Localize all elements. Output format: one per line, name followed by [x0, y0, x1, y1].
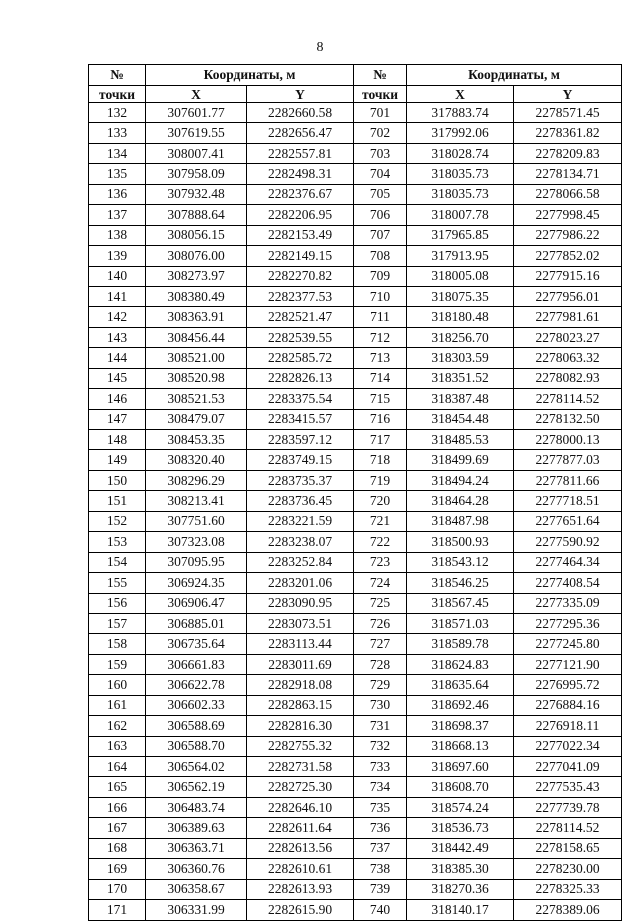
- point-number-cell: 739: [354, 879, 407, 899]
- y-coordinate-cell: 2277915.16: [514, 266, 622, 286]
- y-coordinate-cell: 2278230.00: [514, 859, 622, 879]
- x-coordinate-cell: 306360.76: [146, 859, 247, 879]
- x-coordinate-cell: 318697.60: [407, 757, 514, 777]
- y-coordinate-cell: 2282498.31: [247, 164, 354, 184]
- table-row: [89, 838, 622, 858]
- y-coordinate-cell: 2282826.13: [247, 368, 354, 388]
- point-number-cell: 740: [354, 900, 407, 920]
- x-coordinate-cell: 308007.41: [146, 143, 247, 163]
- table-header-row: [89, 65, 622, 86]
- y-coordinate-cell: 2277981.61: [514, 307, 622, 327]
- table-row: [89, 246, 622, 266]
- x-coordinate-cell: 307095.95: [146, 552, 247, 572]
- x-coordinate-cell: 318624.83: [407, 654, 514, 674]
- y-coordinate-cell: 2283073.51: [247, 613, 354, 633]
- x-coordinate-cell: 318494.24: [407, 470, 514, 490]
- table-row: [89, 552, 622, 572]
- y-coordinate-cell: 2277408.54: [514, 573, 622, 593]
- point-number-cell: 726: [354, 613, 407, 633]
- x-coordinate-cell: 318028.74: [407, 143, 514, 163]
- y-coordinate-cell: 2278000.13: [514, 430, 622, 450]
- point-number-cell: 718: [354, 450, 407, 470]
- y-coordinate-cell: 2282521.47: [247, 307, 354, 327]
- y-coordinate-cell: 2278571.45: [514, 103, 622, 123]
- y-coordinate-cell: 2278132.50: [514, 409, 622, 429]
- y-header: Y: [247, 86, 354, 103]
- table-row: [89, 716, 622, 736]
- y-coordinate-cell: 2277335.09: [514, 593, 622, 613]
- point-number-cell: 724: [354, 573, 407, 593]
- point-number-cell: 170: [89, 879, 146, 899]
- table-row: [89, 634, 622, 654]
- point-number-cell: 707: [354, 225, 407, 245]
- point-number-cell: 711: [354, 307, 407, 327]
- y-coordinate-cell: 2277041.09: [514, 757, 622, 777]
- x-coordinate-cell: 318270.36: [407, 879, 514, 899]
- table-subheader-row: [89, 86, 622, 103]
- y-coordinate-cell: 2277956.01: [514, 286, 622, 306]
- x-coordinate-cell: 318589.78: [407, 634, 514, 654]
- point-number-cell: 729: [354, 675, 407, 695]
- table-row: [89, 307, 622, 327]
- coordinates-table: [88, 64, 622, 921]
- y-coordinate-cell: 2278325.33: [514, 879, 622, 899]
- point-number-cell: 728: [354, 654, 407, 674]
- x-coordinate-cell: 318571.03: [407, 613, 514, 633]
- y-coordinate-cell: 2278023.27: [514, 327, 622, 347]
- x-coordinate-cell: 318485.53: [407, 430, 514, 450]
- table-row: [89, 184, 622, 204]
- x-coordinate-cell: 308296.29: [146, 470, 247, 490]
- point-number-cell: 710: [354, 286, 407, 306]
- x-coordinate-cell: 318035.73: [407, 184, 514, 204]
- x-coordinate-cell: 318464.28: [407, 491, 514, 511]
- y-coordinate-cell: 2282610.61: [247, 859, 354, 879]
- x-coordinate-cell: 307932.48: [146, 184, 247, 204]
- x-coordinate-cell: 317965.85: [407, 225, 514, 245]
- x-coordinate-cell: 307619.55: [146, 123, 247, 143]
- y-coordinate-cell: 2283011.69: [247, 654, 354, 674]
- x-coordinate-cell: 306389.63: [146, 818, 247, 838]
- y-coordinate-cell: 2282656.47: [247, 123, 354, 143]
- point-number-cell: 701: [354, 103, 407, 123]
- x-coordinate-cell: 306358.67: [146, 879, 247, 899]
- point-number-cell: 167: [89, 818, 146, 838]
- point-number-cell: 169: [89, 859, 146, 879]
- x-coordinate-cell: 318668.13: [407, 736, 514, 756]
- table-row: [89, 389, 622, 409]
- coordinates-header: Координаты, м: [146, 65, 354, 86]
- table-row: [89, 266, 622, 286]
- x-coordinate-cell: 308521.53: [146, 389, 247, 409]
- y-coordinate-cell: 2282613.93: [247, 879, 354, 899]
- x-coordinate-cell: 306363.71: [146, 838, 247, 858]
- x-coordinate-cell: 318385.30: [407, 859, 514, 879]
- x-coordinate-cell: 308363.91: [146, 307, 247, 327]
- x-coordinate-cell: 307958.09: [146, 164, 247, 184]
- y-coordinate-cell: 2282611.64: [247, 818, 354, 838]
- point-number-cell: 140: [89, 266, 146, 286]
- y-coordinate-cell: 2277121.90: [514, 654, 622, 674]
- point-number-cell: 735: [354, 797, 407, 817]
- x-coordinate-cell: 318454.48: [407, 409, 514, 429]
- y-coordinate-cell: 2276918.11: [514, 716, 622, 736]
- y-coordinate-cell: 2277877.03: [514, 450, 622, 470]
- y-coordinate-cell: 2283090.95: [247, 593, 354, 613]
- y-coordinate-cell: 2277590.92: [514, 532, 622, 552]
- table-row: [89, 695, 622, 715]
- point-number-cell: 146: [89, 389, 146, 409]
- x-coordinate-cell: 306885.01: [146, 613, 247, 633]
- point-number-cell: 154: [89, 552, 146, 572]
- x-coordinate-cell: 308273.97: [146, 266, 247, 286]
- point-number-cell: 147: [89, 409, 146, 429]
- x-coordinate-cell: 306602.33: [146, 695, 247, 715]
- y-coordinate-cell: 2282376.67: [247, 184, 354, 204]
- y-coordinate-cell: 2278114.52: [514, 389, 622, 409]
- table-row: [89, 123, 622, 143]
- y-coordinate-cell: 2277651.64: [514, 511, 622, 531]
- x-coordinate-cell: 318075.35: [407, 286, 514, 306]
- point-number-header: №: [89, 65, 146, 86]
- y-coordinate-cell: 2283735.37: [247, 470, 354, 490]
- y-coordinate-cell: 2278389.06: [514, 900, 622, 920]
- y-coordinate-cell: 2283749.15: [247, 450, 354, 470]
- point-number-cell: 709: [354, 266, 407, 286]
- y-coordinate-cell: 2282377.53: [247, 286, 354, 306]
- x-coordinate-cell: 318692.46: [407, 695, 514, 715]
- point-number-cell: 143: [89, 327, 146, 347]
- x-coordinate-cell: 307888.64: [146, 205, 247, 225]
- y-coordinate-cell: 2278209.83: [514, 143, 622, 163]
- point-number-cell: 713: [354, 348, 407, 368]
- x-coordinate-cell: 318567.45: [407, 593, 514, 613]
- point-sub-header: точки: [354, 86, 407, 103]
- point-number-cell: 731: [354, 716, 407, 736]
- y-coordinate-cell: 2282660.58: [247, 103, 354, 123]
- point-number-cell: 703: [354, 143, 407, 163]
- point-number-cell: 717: [354, 430, 407, 450]
- table-row: [89, 879, 622, 899]
- point-number-cell: 139: [89, 246, 146, 266]
- x-coordinate-cell: 307601.77: [146, 103, 247, 123]
- x-coordinate-cell: 306622.78: [146, 675, 247, 695]
- point-number-cell: 166: [89, 797, 146, 817]
- table-row: [89, 900, 622, 920]
- x-coordinate-cell: 318140.17: [407, 900, 514, 920]
- y-coordinate-cell: 2277295.36: [514, 613, 622, 633]
- y-coordinate-cell: 2283375.54: [247, 389, 354, 409]
- table-row: [89, 859, 622, 879]
- x-coordinate-cell: 308521.00: [146, 348, 247, 368]
- x-coordinate-cell: 306906.47: [146, 593, 247, 613]
- y-coordinate-cell: 2278134.71: [514, 164, 622, 184]
- y-coordinate-cell: 2282816.30: [247, 716, 354, 736]
- table-row: [89, 613, 622, 633]
- x-coordinate-cell: 318500.93: [407, 532, 514, 552]
- point-number-cell: 722: [354, 532, 407, 552]
- y-coordinate-cell: 2277022.34: [514, 736, 622, 756]
- point-number-cell: 725: [354, 593, 407, 613]
- point-number-cell: 133: [89, 123, 146, 143]
- x-coordinate-cell: 306661.83: [146, 654, 247, 674]
- y-coordinate-cell: 2278114.52: [514, 818, 622, 838]
- x-coordinate-cell: 306735.64: [146, 634, 247, 654]
- table-row: [89, 675, 622, 695]
- y-coordinate-cell: 2283201.06: [247, 573, 354, 593]
- x-coordinate-cell: 318442.49: [407, 838, 514, 858]
- x-coordinate-cell: 318303.59: [407, 348, 514, 368]
- point-number-cell: 137: [89, 205, 146, 225]
- table-row: [89, 286, 622, 306]
- x-coordinate-cell: 306483.74: [146, 797, 247, 817]
- point-number-cell: 138: [89, 225, 146, 245]
- y-coordinate-cell: 2276995.72: [514, 675, 622, 695]
- x-coordinate-cell: 308213.41: [146, 491, 247, 511]
- table-row: [89, 327, 622, 347]
- point-number-cell: 132: [89, 103, 146, 123]
- x-coordinate-cell: 318035.73: [407, 164, 514, 184]
- point-number-cell: 159: [89, 654, 146, 674]
- table-row: [89, 511, 622, 531]
- y-coordinate-cell: 2278361.82: [514, 123, 622, 143]
- x-coordinate-cell: 308520.98: [146, 368, 247, 388]
- y-coordinate-cell: 2277739.78: [514, 797, 622, 817]
- x-coordinate-cell: 308479.07: [146, 409, 247, 429]
- x-coordinate-cell: 318351.52: [407, 368, 514, 388]
- point-number-cell: 723: [354, 552, 407, 572]
- point-number-cell: 736: [354, 818, 407, 838]
- x-coordinate-cell: 306562.19: [146, 777, 247, 797]
- y-coordinate-cell: 2282270.82: [247, 266, 354, 286]
- table-row: [89, 797, 622, 817]
- x-coordinate-cell: 306564.02: [146, 757, 247, 777]
- y-coordinate-cell: 2277998.45: [514, 205, 622, 225]
- y-coordinate-cell: 2282755.32: [247, 736, 354, 756]
- point-number-cell: 714: [354, 368, 407, 388]
- x-coordinate-cell: 318387.48: [407, 389, 514, 409]
- point-number-cell: 733: [354, 757, 407, 777]
- point-number-cell: 163: [89, 736, 146, 756]
- point-number-cell: 705: [354, 184, 407, 204]
- y-coordinate-cell: 2282585.72: [247, 348, 354, 368]
- y-coordinate-cell: 2278158.65: [514, 838, 622, 858]
- point-number-cell: 156: [89, 593, 146, 613]
- y-coordinate-cell: 2283252.84: [247, 552, 354, 572]
- point-sub-header: точки: [89, 86, 146, 103]
- point-number-cell: 135: [89, 164, 146, 184]
- x-coordinate-cell: 306924.35: [146, 573, 247, 593]
- table-row: [89, 777, 622, 797]
- y-coordinate-cell: 2282557.81: [247, 143, 354, 163]
- y-coordinate-cell: 2283221.59: [247, 511, 354, 531]
- point-number-cell: 165: [89, 777, 146, 797]
- point-number-cell: 160: [89, 675, 146, 695]
- x-coordinate-cell: 306331.99: [146, 900, 247, 920]
- y-coordinate-cell: 2283238.07: [247, 532, 354, 552]
- y-coordinate-cell: 2283113.44: [247, 634, 354, 654]
- x-header: X: [146, 86, 247, 103]
- x-coordinate-cell: 317883.74: [407, 103, 514, 123]
- y-coordinate-cell: 2276884.16: [514, 695, 622, 715]
- table-row: [89, 225, 622, 245]
- table-row: [89, 654, 622, 674]
- point-number-header: №: [354, 65, 407, 86]
- y-coordinate-cell: 2277464.34: [514, 552, 622, 572]
- x-coordinate-cell: 306588.69: [146, 716, 247, 736]
- point-number-cell: 704: [354, 164, 407, 184]
- point-number-cell: 152: [89, 511, 146, 531]
- y-coordinate-cell: 2277811.66: [514, 470, 622, 490]
- table-row: [89, 757, 622, 777]
- x-coordinate-cell: 308320.40: [146, 450, 247, 470]
- point-number-cell: 738: [354, 859, 407, 879]
- point-number-cell: 145: [89, 368, 146, 388]
- point-number-cell: 141: [89, 286, 146, 306]
- y-coordinate-cell: 2282206.95: [247, 205, 354, 225]
- x-coordinate-cell: 318005.08: [407, 266, 514, 286]
- x-coordinate-cell: 318608.70: [407, 777, 514, 797]
- point-number-cell: 727: [354, 634, 407, 654]
- point-number-cell: 158: [89, 634, 146, 654]
- table-row: [89, 368, 622, 388]
- y-coordinate-cell: 2282863.15: [247, 695, 354, 715]
- y-coordinate-cell: 2277535.43: [514, 777, 622, 797]
- x-coordinate-cell: 308456.44: [146, 327, 247, 347]
- table-row: [89, 818, 622, 838]
- point-number-cell: 720: [354, 491, 407, 511]
- point-number-cell: 719: [354, 470, 407, 490]
- point-number-cell: 171: [89, 900, 146, 920]
- x-coordinate-cell: 317992.06: [407, 123, 514, 143]
- x-coordinate-cell: 306588.70: [146, 736, 247, 756]
- point-number-cell: 734: [354, 777, 407, 797]
- table-row: [89, 143, 622, 163]
- point-number-cell: 702: [354, 123, 407, 143]
- x-coordinate-cell: 307751.60: [146, 511, 247, 531]
- x-coordinate-cell: 318635.64: [407, 675, 514, 695]
- x-coordinate-cell: 318574.24: [407, 797, 514, 817]
- table-row: [89, 103, 622, 123]
- y-coordinate-cell: 2278063.32: [514, 348, 622, 368]
- x-coordinate-cell: 308453.35: [146, 430, 247, 450]
- page-number: 8: [316, 40, 324, 55]
- coordinates-header: Координаты, м: [407, 65, 622, 86]
- point-number-cell: 708: [354, 246, 407, 266]
- y-coordinate-cell: 2283736.45: [247, 491, 354, 511]
- y-header: Y: [514, 86, 622, 103]
- point-number-cell: 164: [89, 757, 146, 777]
- point-number-cell: 153: [89, 532, 146, 552]
- point-number-cell: 737: [354, 838, 407, 858]
- y-coordinate-cell: 2283415.57: [247, 409, 354, 429]
- y-coordinate-cell: 2282725.30: [247, 777, 354, 797]
- y-coordinate-cell: 2282615.90: [247, 900, 354, 920]
- x-coordinate-cell: 318546.25: [407, 573, 514, 593]
- table-row: [89, 573, 622, 593]
- y-coordinate-cell: 2283597.12: [247, 430, 354, 450]
- y-coordinate-cell: 2282149.15: [247, 246, 354, 266]
- y-coordinate-cell: 2282918.08: [247, 675, 354, 695]
- y-coordinate-cell: 2277852.02: [514, 246, 622, 266]
- x-coordinate-cell: 317913.95: [407, 246, 514, 266]
- point-number-cell: 716: [354, 409, 407, 429]
- x-coordinate-cell: 318698.37: [407, 716, 514, 736]
- x-coordinate-cell: 308380.49: [146, 286, 247, 306]
- point-number-cell: 148: [89, 430, 146, 450]
- y-coordinate-cell: 2277245.80: [514, 634, 622, 654]
- point-number-cell: 168: [89, 838, 146, 858]
- point-number-cell: 134: [89, 143, 146, 163]
- y-coordinate-cell: 2282153.49: [247, 225, 354, 245]
- table-row: [89, 736, 622, 756]
- x-coordinate-cell: 318256.70: [407, 327, 514, 347]
- point-number-cell: 142: [89, 307, 146, 327]
- point-number-cell: 149: [89, 450, 146, 470]
- x-coordinate-cell: 318007.78: [407, 205, 514, 225]
- point-number-cell: 144: [89, 348, 146, 368]
- y-coordinate-cell: 2278082.93: [514, 368, 622, 388]
- table-body: [89, 103, 622, 921]
- point-number-cell: 712: [354, 327, 407, 347]
- point-number-cell: 732: [354, 736, 407, 756]
- x-coordinate-cell: 318543.12: [407, 552, 514, 572]
- x-coordinate-cell: 318499.69: [407, 450, 514, 470]
- y-coordinate-cell: 2282731.58: [247, 757, 354, 777]
- table-row: [89, 593, 622, 613]
- x-coordinate-cell: 308076.00: [146, 246, 247, 266]
- table-row: [89, 532, 622, 552]
- x-coordinate-cell: 318536.73: [407, 818, 514, 838]
- point-number-cell: 155: [89, 573, 146, 593]
- table-row: [89, 430, 622, 450]
- table-row: [89, 491, 622, 511]
- table-row: [89, 450, 622, 470]
- point-number-cell: 162: [89, 716, 146, 736]
- point-number-cell: 157: [89, 613, 146, 633]
- x-header: X: [407, 86, 514, 103]
- x-coordinate-cell: 308056.15: [146, 225, 247, 245]
- point-number-cell: 150: [89, 470, 146, 490]
- table-row: [89, 470, 622, 490]
- table-row: [89, 164, 622, 184]
- y-coordinate-cell: 2277986.22: [514, 225, 622, 245]
- table-row: [89, 409, 622, 429]
- y-coordinate-cell: 2282613.56: [247, 838, 354, 858]
- point-number-cell: 706: [354, 205, 407, 225]
- point-number-cell: 715: [354, 389, 407, 409]
- point-number-cell: 730: [354, 695, 407, 715]
- point-number-cell: 161: [89, 695, 146, 715]
- x-coordinate-cell: 318180.48: [407, 307, 514, 327]
- x-coordinate-cell: 307323.08: [146, 532, 247, 552]
- x-coordinate-cell: 318487.98: [407, 511, 514, 531]
- point-number-cell: 136: [89, 184, 146, 204]
- y-coordinate-cell: 2277718.51: [514, 491, 622, 511]
- point-number-cell: 151: [89, 491, 146, 511]
- y-coordinate-cell: 2282539.55: [247, 327, 354, 347]
- point-number-cell: 721: [354, 511, 407, 531]
- table-row: [89, 348, 622, 368]
- y-coordinate-cell: 2278066.58: [514, 184, 622, 204]
- table-row: [89, 205, 622, 225]
- y-coordinate-cell: 2282646.10: [247, 797, 354, 817]
